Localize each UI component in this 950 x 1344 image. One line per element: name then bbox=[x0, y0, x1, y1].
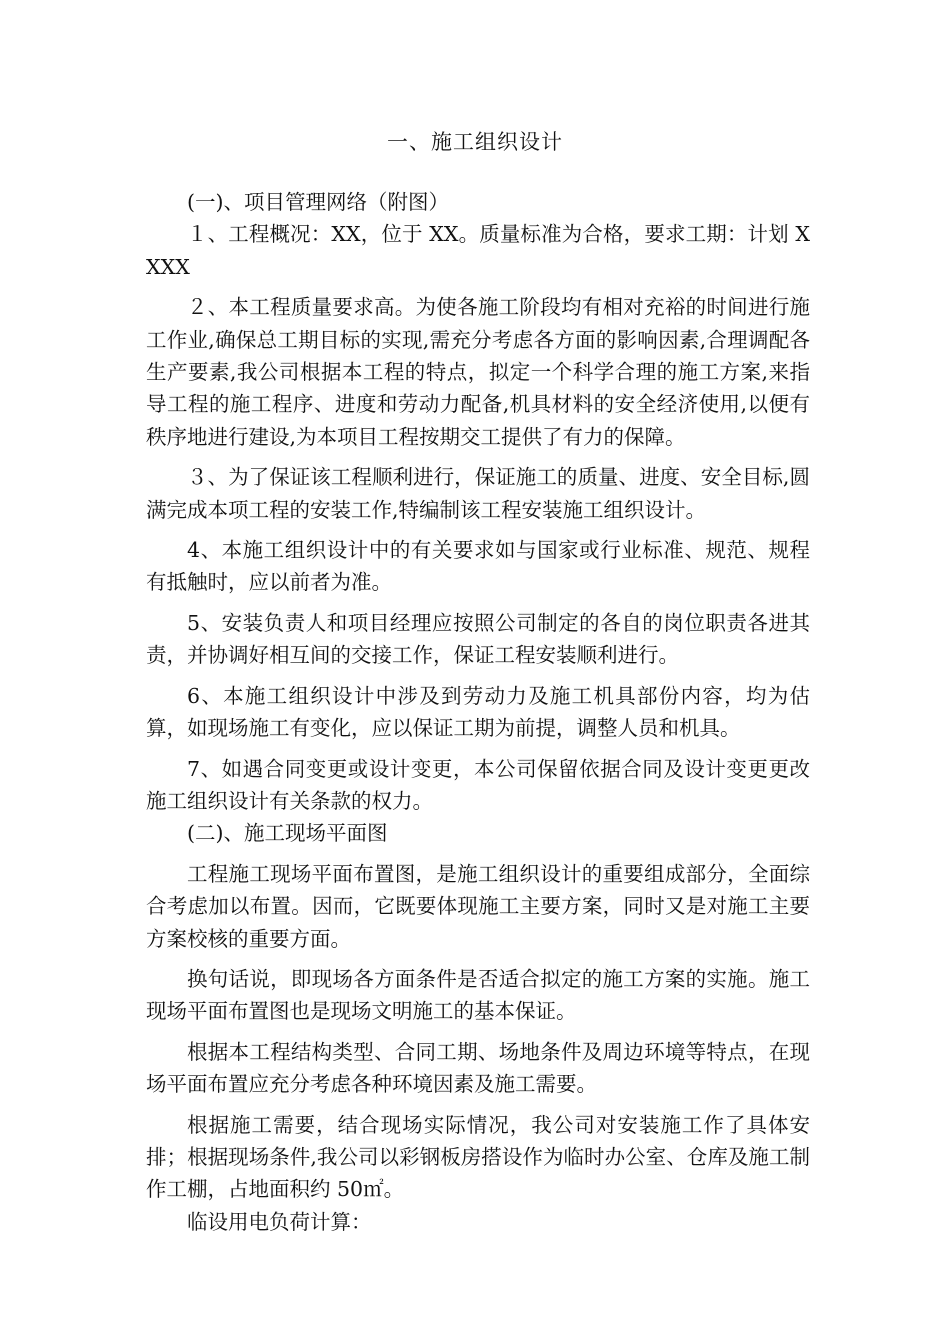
paragraph-item-1: １、工程概况：XX，位于 XX。质量标准为合格，要求工期：计划 XXXX bbox=[146, 222, 810, 279]
paragraph-item-7: 7、如遇合同变更或设计变更，本公司保留依据合同及设计变更更改施工组织设计有关条款的权力。 bbox=[146, 756, 810, 813]
paragraph-item-6: 6、本施工组织设计中涉及到劳动力及施工机具部份内容，均为估算，如现场施工有变化，应以保证工期为前提，调整人员和机具。 bbox=[146, 683, 810, 741]
paragraph-item-4: 4、本施工组织设计中的有关要求如与国家或行业标准、规范、规程有抵触时，应以前者为准。 bbox=[146, 538, 810, 595]
document-title: 一、施工组织设计 bbox=[387, 130, 563, 154]
paragraph-item-5: 5、安装负责人和项目经理应按照公司制定的各自的岗位职责各进其责，并协调好相互间的交接工作，保证工程安装顺利进行。 bbox=[146, 610, 810, 668]
paragraph-item-3: ３、为了保证该工程顺利进行，保证施工的质量、进度、安全目标,圆满完成本项工程的安装工作,特编制该工程安装施工组织设计。 bbox=[146, 465, 810, 522]
section-heading-project-network: (一)、项目管理网络（附图） bbox=[187, 190, 449, 214]
paragraph-site-plan-4: 根据施工需要，结合现场实际情况，我公司对安装施工作了具体安排；根据现场条件,我公司以彩钢板房搭设作为临时办公室、仓库及施工制作工棚，占地面积约 50㎡。 bbox=[146, 1112, 810, 1202]
paragraph-item-2: ２、本工程质量要求高。为使各施工阶段均有相对充裕的时间进行施工作业,确保总工期目标的实现,需充分考虑各方面的影响因素,合理调配各生产要素,我公司根据本工程的特点，拟定一个科学合理的施工方案,来指导工程的施工程序、进度和劳动力配备,机具材料的安全经济使用,以便有秩序地进行建设,为本项目工程按期交工提供了有力的保障。 bbox=[146, 295, 810, 449]
document-body bbox=[146, 186, 810, 1238]
paragraph-site-plan-1: 工程施工现场平面布置图，是施工组织设计的重要组成部分，全面综合考虑加以布置。因而，它既要体现施工主要方案，同时又是对施工主要方案校核的重要方面。 bbox=[146, 861, 810, 951]
paragraph-load-calculation: 临设用电负荷计算： bbox=[187, 1209, 372, 1234]
section-heading-site-plan: (二)、施工现场平面图 bbox=[187, 821, 388, 846]
paragraph-site-plan-3: 根据本工程结构类型、合同工期、场地条件及周边环境等特点，在现场平面布置应充分考虑各种环境因素及施工需要。 bbox=[146, 1039, 810, 1097]
paragraph-site-plan-2: 换句话说，即现场各方面条件是否适合拟定的施工方案的实施。施工现场平面布置图也是现场文明施工的基本保证。 bbox=[146, 966, 810, 1024]
